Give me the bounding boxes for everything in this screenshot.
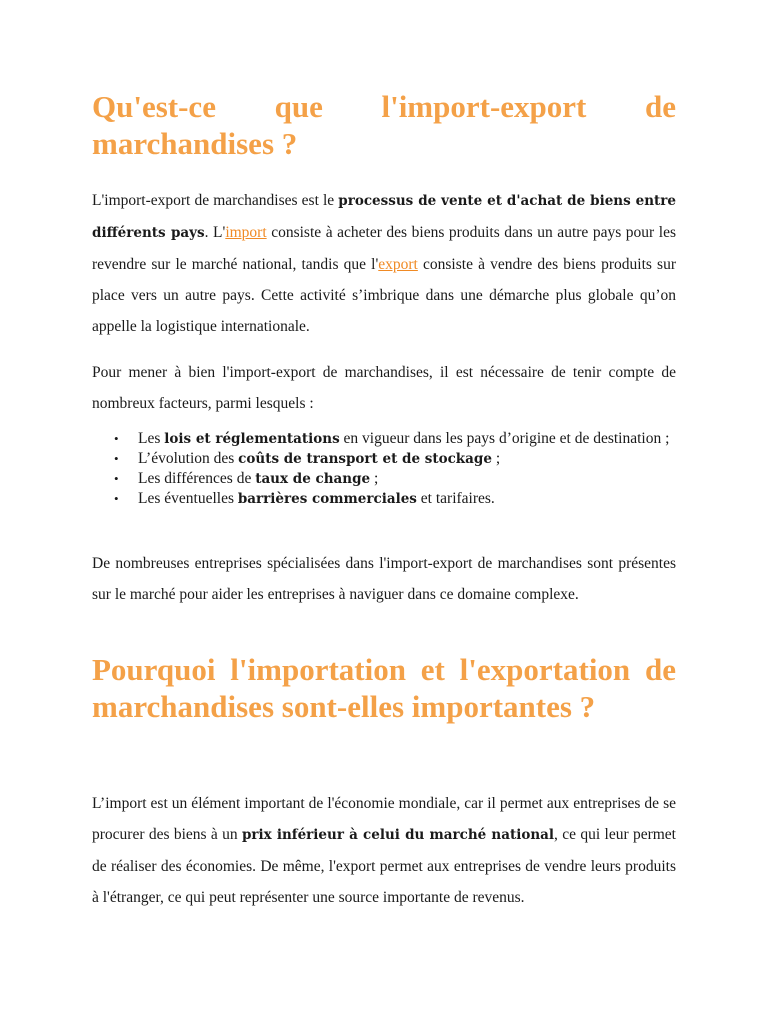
heading-why-important: Pourquoi l'importation et l'exportation de marchandises sont-elles importantes ? [92,652,676,724]
list-item-bold: lois et réglementations [164,431,340,447]
list-item [92,449,676,469]
definition-text-3: consiste à acheter des biens produits dans un autre pays pour les revendre sur le marché national, tandis que l' [92,224,676,273]
export-link[interactable]: export [378,256,418,273]
paragraph-companies: De nombreuses entreprises spécialisées dans l'import-export de marchandises sont présentes sur le marché pour aider les entreprises à naviguer dans ce domaine complexe. [92,555,676,603]
list-item-bold: coûts de transport et de stockage [238,451,492,467]
paragraph-factors-intro: Pour mener à bien l'import-export de marchandises, il est nécessaire de tenir compte de nombreux facteurs, parmi lesquels : [92,364,676,412]
list-item-bold: barrières commerciales [237,491,417,507]
bullet-icon: • [114,451,119,466]
definition-text-1: L'import-export de marchandises est le [92,192,339,209]
list-item-text: Les éventuelles [138,490,238,507]
importance-text-1: L’import est un élément important de l'économie mondiale, car il permet aux entreprises de se procurer des biens à un [92,795,676,843]
list-item-text: ; [491,450,501,467]
list-item [92,429,676,449]
import-link[interactable]: import [225,224,267,241]
list-item-bold: taux de change [255,471,371,487]
definition-bold: processus de vente et d'achat de biens entre différents pays [92,193,676,241]
bullet-icon: • [114,471,119,486]
list-item-text: et tarifaires. [416,490,495,507]
list-item-text: Les [138,430,165,447]
definition-text-2: . L' [204,224,226,241]
importance-bold: prix inférieur à celui du marché national [241,827,555,843]
list-item-text: L’évolution des [138,450,239,467]
list-item [92,469,676,489]
definition-text-4: consiste à vendre des biens produits sur place vers un autre pays. Cette activité s’imbrique dans une démarche plus globale qu’on appelle la logistique internationale. [92,256,676,335]
list-item-text: Les différences de [138,470,256,487]
list-item-text: en vigueur dans les pays d’origine et de destination ; [339,430,670,447]
bullet-icon: • [114,491,119,506]
list-item [92,489,676,509]
factors-list [92,429,676,509]
importance-text-2: , ce qui leur permet de réaliser des économies. De même, l'export permet aux entreprises de vendre leurs produits à l'étranger, ce qui peut représenter une source importante de revenus. [92,826,676,906]
list-item-text: ; [370,470,379,487]
paragraph-definition [92,185,676,342]
bullet-icon: • [114,431,119,446]
heading-import-export: Qu'est-ce que l'import-export de marchandises ? [92,89,676,161]
paragraph-importance [92,788,676,913]
